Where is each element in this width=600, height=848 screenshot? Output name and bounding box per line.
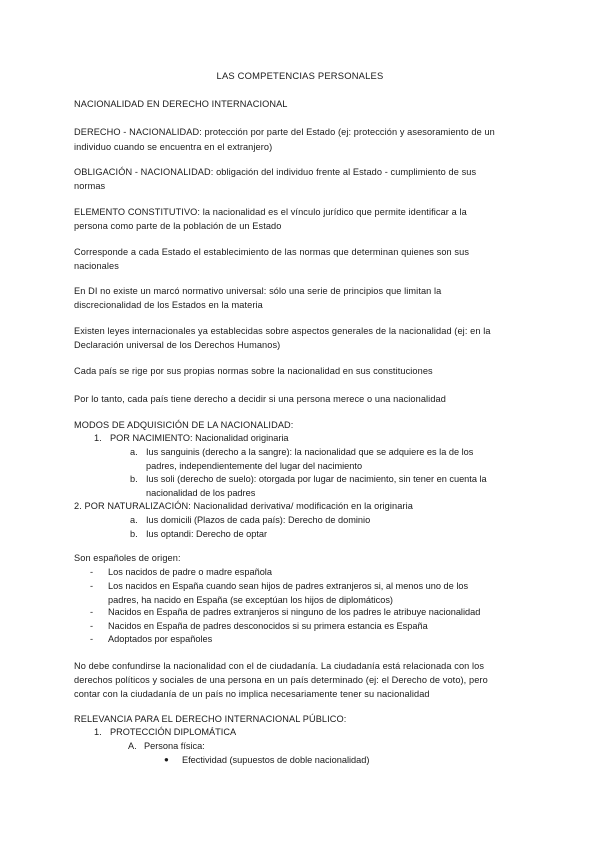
paragraph-corresponde-line-1: Corresponde a cada Estado el establecimiento de las normas que determinan quienes son sus bbox=[74, 247, 470, 257]
list-item-label: Ius optandi: Derecho de optar bbox=[146, 529, 268, 539]
paragraph-ciudadania-line-3: contar con la ciudadanía de un país no implica necesariamente tener su nacionalidad bbox=[74, 689, 430, 699]
list-item-label: POR NACIMIENTO: Nacionalidad originaria bbox=[110, 433, 289, 443]
paragraph-cada-pais: Cada país se rige por sus propias normas sobre la nacionalidad en sus constituciones bbox=[74, 366, 433, 376]
section-heading-origen: Son españoles de origen: bbox=[74, 553, 181, 563]
dash-bullet: - bbox=[90, 634, 94, 644]
list-number: 1. bbox=[94, 433, 102, 443]
list-item-label: PROTECCIÓN DIPLOMÁTICA bbox=[110, 727, 237, 737]
paragraph-di-line-1: En DI no existe un marcó normativo universal: sólo una serie de principios que limitan la bbox=[74, 286, 442, 296]
paragraph-elemento-line-1: ELEMENTO CONSTITUTIVO: la nacionalidad es el vínculo jurídico que permite identificar a la bbox=[74, 207, 467, 217]
list-item-line-1: Los nacidos en España cuando sean hijos de padres extranjeros si, al menos uno de los bbox=[108, 581, 469, 591]
list-item-label: Persona física: bbox=[144, 741, 205, 751]
list-letter: b. bbox=[130, 529, 138, 539]
list-item-label: Nacidos en España de padres desconocidos si su primera estancia es España bbox=[108, 621, 428, 631]
list-item-line-2: padres, ha nacido en España (se exceptúan los hijos de diplomáticos) bbox=[108, 595, 393, 605]
list-letter: b. bbox=[130, 474, 138, 484]
paragraph-corresponde-line-2: nacionales bbox=[74, 261, 119, 271]
dash-bullet: - bbox=[90, 567, 94, 577]
bullet-icon: ● bbox=[164, 755, 169, 764]
paragraph-leyes-line-2: Declaración universal de los Derechos Humanos) bbox=[74, 340, 281, 350]
list-item-label bbox=[146, 445, 546, 473]
list-item-line-2: nacionalidad de los padres bbox=[146, 488, 256, 498]
paragraph-por-lo-tanto: Por lo tanto, cada país tiene derecho a decidir si una persona merece o una nacionalidad bbox=[74, 394, 446, 404]
list-item-label: Nacidos en España de padres extranjeros si ninguno de los padres le atribuye nacionalidad bbox=[108, 607, 481, 617]
paragraph-derecho-line-2: individuo cuando se encuentra en el extranjero) bbox=[74, 142, 273, 152]
list-item-label: Efectividad (supuestos de doble nacionalidad) bbox=[182, 755, 370, 765]
list-item-line-1: Ius sanguinis (derecho a la sangre): la nacionalidad que se adquiere es la de los bbox=[146, 447, 474, 457]
list-item-modo-2: 2. POR NATURALIZACIÓN: Nacionalidad derivativa/ modificación en la originaria bbox=[74, 501, 413, 511]
list-item-label bbox=[108, 579, 528, 607]
document-title: LAS COMPETENCIAS PERSONALES bbox=[216, 70, 384, 81]
dash-bullet: - bbox=[90, 621, 94, 631]
paragraph-derecho-line-1: DERECHO - NACIONALIDAD: protección por parte del Estado (ej: protección y asesoramiento de un bbox=[74, 127, 495, 137]
dash-bullet: - bbox=[90, 607, 94, 617]
list-letter: a. bbox=[130, 447, 138, 457]
list-item-label bbox=[146, 472, 546, 500]
paragraph-ciudadania-line-1: No debe confundirse la nacionalidad con el de ciudadanía. La ciudadanía está relacionada con los bbox=[74, 661, 485, 671]
list-item-label: Los nacidos de padre o madre española bbox=[108, 567, 272, 577]
list-letter: A. bbox=[128, 741, 137, 751]
paragraph-obligacion-line-1: OBLIGACIÓN - NACIONALIDAD: obligación del individuo frente al Estado - cumplimiento de sus bbox=[74, 167, 477, 177]
section-heading-relevancia: RELEVANCIA PARA EL DERECHO INTERNACIONAL PÚBLICO: bbox=[74, 714, 347, 724]
list-number: 1. bbox=[94, 727, 102, 737]
section-heading-nacionalidad: NACIONALIDAD EN DERECHO INTERNACIONAL bbox=[74, 99, 288, 109]
list-item-label: Adoptados por españoles bbox=[108, 634, 213, 644]
list-item-line-2: padres, independientemente del lugar del nacimiento bbox=[146, 461, 363, 471]
paragraph-leyes-line-1: Existen leyes internacionales ya establecidas sobre aspectos generales de la nacionalidad (ej: en la bbox=[74, 326, 491, 336]
paragraph-ciudadania-line-2: derechos políticos y sociales de una persona en un país determinado (ej: el Derecho de voto), pero bbox=[74, 675, 488, 685]
paragraph-obligacion-line-2: normas bbox=[74, 181, 106, 191]
dash-bullet: - bbox=[90, 581, 94, 591]
paragraph-elemento-line-2: persona como parte de la población de un Estado bbox=[74, 221, 282, 231]
list-item-line-1: Ius soli (derecho de suelo): otorgada por lugar de nacimiento, sin tener en cuenta la bbox=[146, 474, 487, 484]
list-letter: a. bbox=[130, 515, 138, 525]
list-item-label: Ius domicili (Plazos de cada país): Derecho de dominio bbox=[146, 515, 371, 525]
paragraph-di-line-2: discrecionalidad de los Estados en la materia bbox=[74, 300, 263, 310]
section-heading-modos: MODOS DE ADQUISICIÓN DE LA NACIONALIDAD: bbox=[74, 420, 294, 430]
